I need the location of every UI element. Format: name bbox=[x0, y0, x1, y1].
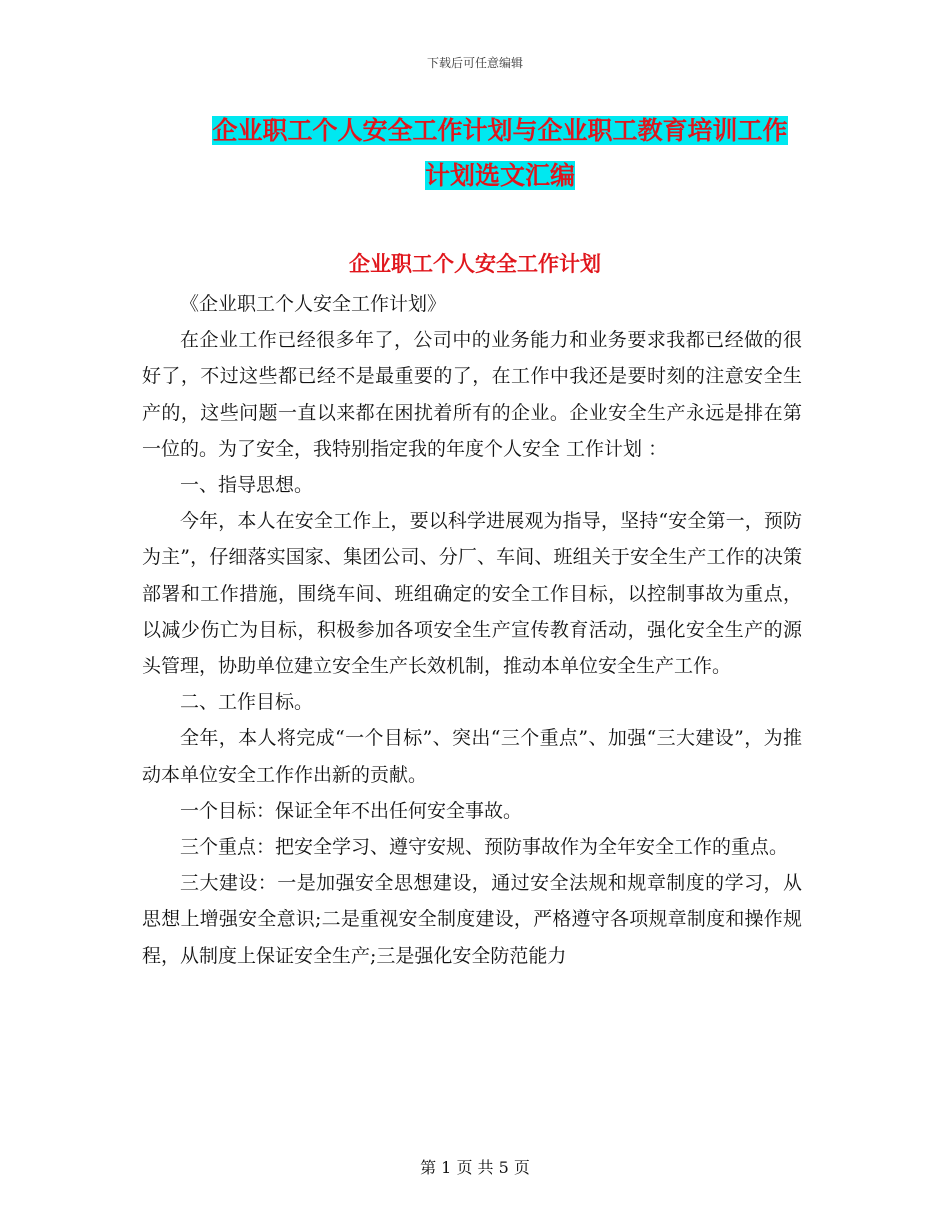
body-text bbox=[142, 286, 802, 974]
paragraph: 一、指导思想。 bbox=[180, 474, 314, 497]
paragraph: 一个目标：保证全年不出任何安全事故。 bbox=[180, 799, 523, 822]
paragraph: 今年，本人在安全工作上，要以科学进展观为指导，坚持“安全第一，预防为主”，仔细落实国家、集团公司、分厂、车间、班组关于安全生产工作的决策部署和工作措施，围绕车间、班组确定的安全工作目标，以控制事故为重点，以减少伤亡为目标，积极参加各项安全生产宣传教育活动，强化安全生产的源头管理，协助单位建立安全生产长效机制，推动本单位安全生产工作。 bbox=[142, 510, 802, 678]
paragraph: 三大建设：一是加强安全思想建设，通过安全法规和规章制度的学习，从思想上增强安全意识;二是重视安全制度建设，严格遵守各项规章制度和操作规程，从制度上保证安全生产;三是强化安全防范能力 bbox=[142, 872, 802, 967]
paragraph: 在企业工作已经很多年了，公司中的业务能力和业务要求我都已经做的很好了，不过这些都已经不是最重要的了，在工作中我还是要时刻的注意安全生产的，这些问题一直以来都在困扰着所有的企业。企业安全生产永远是排在第一位的。为了安全，我特别指定我的年度个人安全 工作计划 ： bbox=[142, 329, 802, 460]
title-line-2: 计划选文汇编 bbox=[424, 161, 575, 190]
paragraph: 《企业职工个人安全工作计划》 bbox=[180, 293, 447, 315]
paragraph: 三个重点：把安全学习、遵守安规、预防事故作为全年安全工作的重点。 bbox=[180, 836, 789, 859]
title-line-1: 企业职工个人安全工作计划与企业职工教育培训工作 bbox=[212, 116, 788, 145]
document-title bbox=[190, 108, 810, 198]
page-footer: 第 1 页 共 5 页 bbox=[420, 1158, 530, 1177]
section-title: 企业职工个人安全工作计划 bbox=[349, 251, 601, 276]
paragraph: 全年，本人将完成“一个目标”、突出“三个重点”、加强“三大建设”，为推动本单位安全工作作出新的贡献。 bbox=[142, 727, 802, 786]
header-note: 下载后可任意编辑 bbox=[426, 56, 523, 70]
paragraph: 二、工作目标。 bbox=[180, 691, 314, 714]
